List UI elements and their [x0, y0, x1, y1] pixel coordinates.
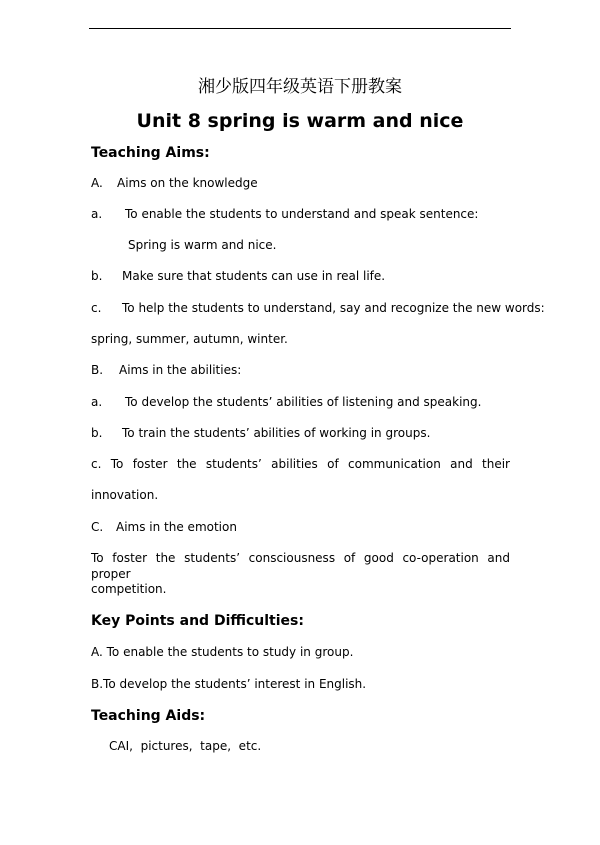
- aims-emotion-line1: To foster the students’ consciousness of good co-operation and proper: [91, 551, 510, 581]
- aims-emotion-title: Aims in the emotion: [116, 520, 237, 534]
- key-point-b: B.To develop the students’ interest in English.: [91, 677, 367, 691]
- marker-A: A.: [91, 176, 103, 190]
- aims-knowledge-title: Aims on the knowledge: [117, 176, 258, 190]
- document-title-unit: Unit 8 spring is warm and nice: [136, 110, 464, 132]
- header-rule: [89, 28, 511, 29]
- marker-a1: a.: [91, 207, 103, 221]
- key-point-a: A. To enable the students to study in group.: [91, 645, 354, 659]
- aims-knowledge-b: Make sure that students can use in real life.: [122, 269, 386, 283]
- teaching-aids-list: CAI, pictures, tape, etc.: [109, 739, 262, 753]
- target-sentence: Spring is warm and nice.: [128, 238, 277, 252]
- document-title-chinese: 湘少版四年级英语下册教案: [198, 77, 402, 97]
- marker-b1: a.: [91, 395, 103, 409]
- aims-abilities-c-line1: c. To foster the students’ abilities of communication and their: [91, 457, 510, 471]
- marker-a2: b.: [91, 269, 103, 283]
- aims-abilities-a: To develop the students’ abilities of listening and speaking.: [125, 395, 482, 409]
- aims-abilities-b: To train the students’ abilities of working in groups.: [122, 426, 431, 440]
- marker-B: B.: [91, 363, 104, 377]
- aims-abilities-c-line2: innovation.: [91, 488, 159, 502]
- aims-emotion-line2: competition.: [91, 582, 167, 596]
- marker-a3: c.: [91, 301, 102, 315]
- marker-b2: b.: [91, 426, 103, 440]
- aims-knowledge-a: To enable the students to understand and speak sentence:: [125, 207, 479, 221]
- new-words: spring, summer, autumn, winter.: [91, 332, 288, 346]
- aims-abilities-title: Aims in the abilities:: [119, 363, 242, 377]
- heading-teaching-aims: Teaching Aims:: [91, 145, 210, 161]
- heading-teaching-aids: Teaching Aids:: [91, 708, 206, 724]
- aims-knowledge-c: To help the students to understand, say and recognize the new words:: [122, 301, 545, 315]
- marker-C: C.: [91, 520, 104, 534]
- heading-key-points: Key Points and Difficulties:: [91, 613, 304, 629]
